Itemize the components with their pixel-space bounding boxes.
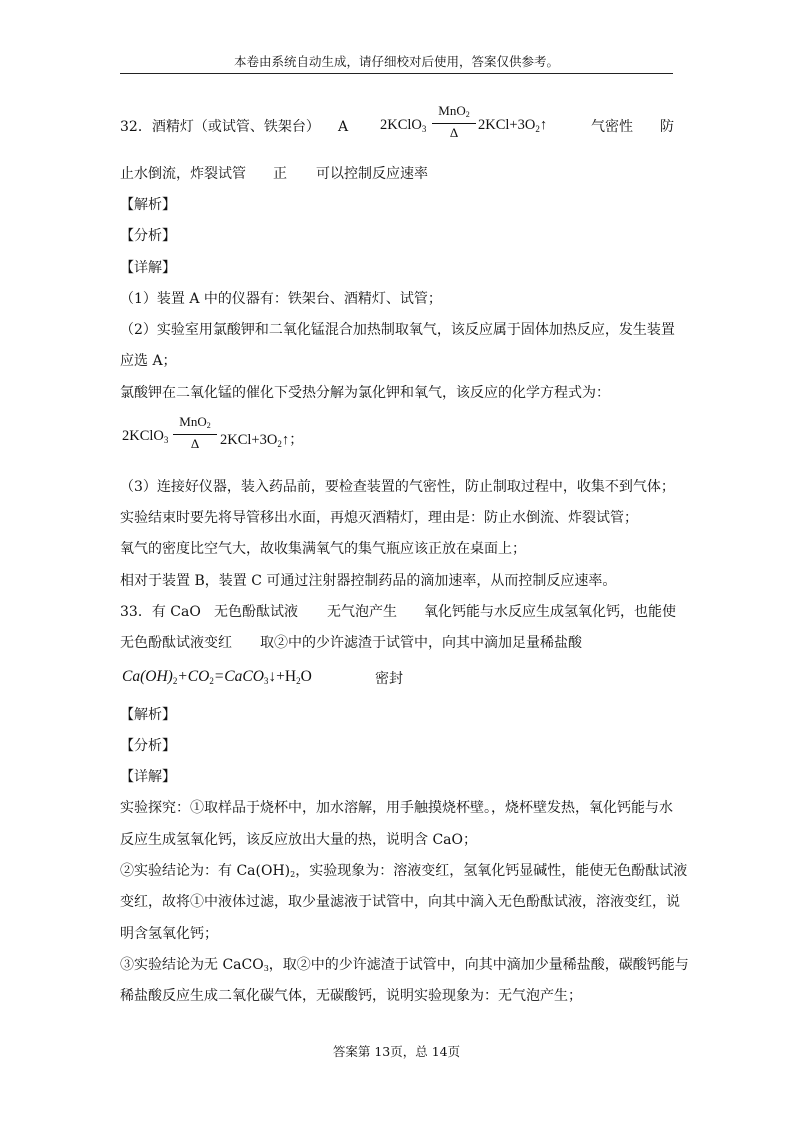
catalyst-sub: 2 [206,421,211,430]
eq-text: Ca [122,668,141,685]
eq-sub: 3 [421,124,427,134]
q33-fenxi-heading: 【分析】 [120,738,176,754]
eq-sub: 2 [296,676,301,686]
eq-text: O [300,668,312,685]
q32-equation2-condition [173,414,217,451]
q32-answer-d1: 防 [660,119,674,135]
q33-xiangjie-heading: 【详解】 [120,769,176,785]
eq-sub: 2 [277,439,282,449]
q33-explain-1a: 实验探究：①取样品于烧杯中，加水溶解，用手触摸烧杯壁。，烧杯壁发热，氧化钙能与水 [120,800,673,816]
catalyst-sub: 2 [465,110,470,119]
q33-jiexi-heading: 【解析】 [120,707,176,723]
catalyst-text: MnO [438,103,466,118]
eq-text: 2KClO [122,428,164,444]
q32-detail-3b: 实验结束时要先将导管移出水面，再熄灭酒精灯，理由是：防止水倒流、炸裂试管； [120,510,638,526]
q32-answer-c: 气密性 [591,119,633,135]
eq-sub: 2 [209,676,214,686]
q32-answer-line [120,117,320,137]
q32-equation2-left [122,428,168,445]
q32-answer-e: 正 [273,166,287,182]
q33-answer-3: 无气泡产生 [327,604,397,620]
eq-sub: 2 [172,676,178,686]
text-part: ，实验现象为：溶液变红，氢氧化钙显碱性，能使无色酚酞试液 [295,863,688,879]
q32-answer-a: 32．酒精灯（或试管、铁架台） [120,119,320,135]
text-part: ②实验结论为：有 Ca(OH) [120,863,291,879]
eq-text: (OH) [140,668,173,685]
q32-answer-b: A [338,119,349,135]
eq-tail: ； [289,432,304,448]
q32-equation-right [478,117,547,134]
reaction-bar [173,434,217,435]
eq-text: 2KCl+3O [478,117,536,133]
gas-arrow: ↑ [539,117,548,133]
eq-text: 2KClO [380,117,422,133]
q32-detail-2b: 应选 A； [120,353,177,369]
text-part: ③实验结论为无 CaCO [120,957,264,973]
q32-xiangjie-heading: 【详解】 [120,260,176,276]
q32-detail-2a: （2）实验室用氯酸钾和二氧化锰混合加热制取氧气，该反应属于固体加热反应，发生装置 [120,322,675,338]
q33-explain-1b: 反应生成氢氧化钙，该反应放出大量的热，说明含 CaO； [120,832,477,848]
text-part: ，取②中的少许滤渣于试管中，向其中滴加少量稀盐酸，碳酸钙能与 [268,957,689,973]
q33-explain-2a [120,861,687,885]
page-header: 本卷由系统自动生成，请仔细校对后使用，答案仅供参考。 [233,54,559,69]
q32-equation-left [380,117,426,134]
q33-answer-5: 无色酚酞试液变红 [120,635,232,651]
q32-detail-3d: 相对于装置 B，装置 C 可通过注射器控制药品的滴加速率，从而控制反应速率。 [120,573,617,589]
q32-detail-3c: 氧气的密度比空气大，故收集满氧气的集气瓶应该正放在桌面上； [120,541,526,557]
q32-fenxi-heading: 【分析】 [120,228,176,244]
q32-detail-3a: （3）连接好仪器，装入药品前，要检查装置的气密性，防止制取过程中，收集不到气体； [120,479,675,495]
q32-answer-f: 可以控制反应速率 [316,166,428,182]
eq-text: ↓+H [268,668,297,685]
q32-jiexi-heading: 【解析】 [120,197,176,213]
eq-text: +CO [177,668,210,685]
q32-detail-1: （1）装置 A 中的仪器有：铁架台、酒精灯、试管； [120,291,442,307]
eq-sub: 3 [163,435,169,445]
q33-answer-7: 密封 [375,671,403,687]
q32-reaction-condition [432,103,476,140]
gas-arrow: ↑ [281,432,290,448]
eq-sub: 3 [263,676,269,686]
header-divider [120,73,673,74]
q33-explain-3a [120,955,689,979]
q33-explain-2b: 变红，故将①中液体过滤，取少量滤液于试管中，向其中滴入无色酚酞试液，溶液变红，说 [120,894,680,910]
eq-text: =CaCO [213,668,264,685]
heat-symbol: Δ [449,125,459,140]
q33-explain-3b: 稀盐酸反应生成二氧化碳气体，无碳酸钙，说明实验现象为：无气泡产生； [120,988,582,1004]
reaction-bar [432,123,476,124]
q32-answer-d2: 止水倒流，炸裂试管 [120,166,246,182]
q32-detail-2c: 氯酸钾在二氧化锰的催化下受热分解为氯化钾和氧气，该反应的化学方程式为： [120,385,610,401]
q33-answer-2: 无色酚酞试液 [214,604,298,620]
catalyst-text: MnO [179,414,207,429]
q33-answer-1: 33．有 CaO [120,604,201,620]
text-sub: 3 [263,964,269,973]
heat-symbol: Δ [190,436,200,451]
text-sub: 2 [290,870,296,879]
q33-explain-2c: 明含氢氧化钙； [120,926,218,942]
q32-equation2-right [220,428,304,449]
q33-equation [122,668,312,686]
page-footer: 答案第 13页，总 14页 [332,1044,461,1059]
eq-text: 2KCl+3O [220,432,278,448]
q33-answer-6: 取②中的少许滤渣于试管中，向其中滴加足量稀盐酸 [260,635,582,651]
q33-answer-4: 氧化钙能与水反应生成氢氧化钙，也能使 [424,604,676,620]
eq-sub: 2 [535,124,540,134]
